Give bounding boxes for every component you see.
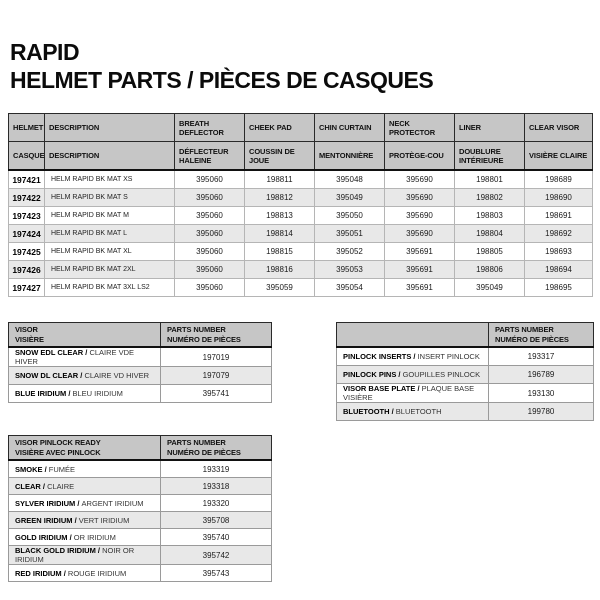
visor-label-cell: SNOW EDL CLEAR / CLAIRE VDE HIVER [9,347,161,367]
visor-label-cell: SNOW DL CLEAR / CLAIRE VD HIVER [9,367,161,385]
table-row [9,529,272,546]
description-cell: HELM RAPID BK MAT 2XL [45,261,175,279]
part-number-cell: 198694 [525,261,593,279]
part-number-cell: 198805 [455,243,525,261]
col-header-helmet: HELMET [9,114,45,142]
part-number-cell: 198815 [245,243,315,261]
parts-number-label-fr: NUMÉRO DE PIÈCES [167,447,241,457]
part-number-cell: 395048 [315,170,385,189]
helmet-code-cell: 197422 [9,189,45,207]
table-row [337,347,594,366]
table-row [9,512,272,529]
parts-number-label-fr: NUMÉRO DE PIÈCES [167,334,241,344]
visor-parts-number-header [161,323,272,348]
pinlock-title-header [9,436,161,461]
table-row [9,225,593,243]
part-number-cell: 198816 [245,261,315,279]
helmet-code-cell: 197425 [9,243,45,261]
pinlock-visor-label-cell: BLACK GOLD IRIDIUM / NOIR OR IRIDIUM [9,546,161,565]
part-number-cell: 395049 [315,189,385,207]
part-number-cell: 395743 [161,565,272,582]
pinlock-title-en: VISOR PINLOCK READY [15,438,101,447]
helmet-parts-table [8,113,593,297]
part-number-cell: 196789 [489,366,594,384]
col-header-cheek-pad: CHEEK PAD [245,114,315,142]
pinlock-header-row [9,436,272,461]
description-cell: HELM RAPID BK MAT XS [45,170,175,189]
accessory-label-cell: VISOR BASE PLATE / PLAQUE BASE VISIÈRE [337,384,489,403]
col-header-deflecteur-haleine: DÉFLECTEUR HALEINE [175,142,245,171]
part-number-cell: 395691 [385,261,455,279]
part-number-cell: 395050 [315,207,385,225]
table-row [9,279,593,297]
part-number-cell: 395740 [161,529,272,546]
col-header-liner: LINER [455,114,525,142]
pinlock-visor-label-cell: CLEAR / CLAIRE [9,478,161,495]
table-row [337,384,594,403]
part-number-cell: 198811 [245,170,315,189]
visor-table-body [9,347,272,403]
part-number-cell: 395060 [175,225,245,243]
accessory-label-cell: BLUETOOTH / BLUETOOTH [337,403,489,421]
visor-title-fr: VISIÈRE [15,334,44,344]
part-number-cell: 198801 [455,170,525,189]
part-number-cell: 198806 [455,261,525,279]
col-header-description-fr: DESCRIPTION [45,142,175,171]
pinlock-visor-label-cell: SMOKE / FUMÉE [9,460,161,478]
table-row [9,460,272,478]
part-number-cell: 197019 [161,347,272,367]
part-number-cell: 197079 [161,367,272,385]
helmet-code-cell: 197426 [9,261,45,279]
table-row [9,478,272,495]
col-header-protege-cou: PROTÈGE-COU [385,142,455,171]
part-number-cell: 395691 [385,279,455,297]
part-number-cell: 395060 [175,207,245,225]
col-header-breath-deflector: BREATH DEFLECTOR [175,114,245,142]
visor-label-cell: BLUE IRIDIUM / BLEU IRIDIUM [9,385,161,403]
part-number-cell: 198691 [525,207,593,225]
parts-number-label-en: PARTS NUMBER [495,325,554,334]
pinlock-visor-label-cell: SYLVER IRIDIUM / ARGENT IRIDIUM [9,495,161,512]
helmet-code-cell: 197421 [9,170,45,189]
part-number-cell: 198689 [525,170,593,189]
parts-number-label-fr: NUMÉRO DE PIÈCES [495,334,569,344]
visor-pinlock-ready-table [8,435,272,582]
part-number-cell: 198812 [245,189,315,207]
accessories-empty-header [337,323,489,348]
description-cell: HELM RAPID BK MAT 3XL LS2 [45,279,175,297]
part-number-cell: 193318 [161,478,272,495]
part-number-cell: 395052 [315,243,385,261]
table-row [9,367,272,385]
table-row [9,495,272,512]
description-cell: HELM RAPID BK MAT XL [45,243,175,261]
part-number-cell: 395691 [385,243,455,261]
part-number-cell: 199780 [489,403,594,421]
part-number-cell: 395049 [455,279,525,297]
helmet-parts-body [9,170,593,297]
description-cell: HELM RAPID BK MAT M [45,207,175,225]
col-header-chin-curtain: CHIN CURTAIN [315,114,385,142]
page-title [10,38,433,94]
table-row [337,403,594,421]
visor-table [8,322,272,403]
part-number-cell: 198693 [525,243,593,261]
part-number-cell: 193319 [161,460,272,478]
part-number-cell: 395051 [315,225,385,243]
part-number-cell: 395060 [175,261,245,279]
part-number-cell: 193320 [161,495,272,512]
accessories-parts-number-header [489,323,594,348]
page-title-model: RAPID [10,39,80,65]
visor-header-row [9,323,272,348]
parts-number-label-en: PARTS NUMBER [167,325,226,334]
accessory-label-cell: PINLOCK INSERTS / INSERT PINLOCK [337,347,489,366]
helmet-code-cell: 197427 [9,279,45,297]
visor-pinlock-ready-table-body [9,460,272,582]
part-number-cell: 395054 [315,279,385,297]
parts-number-label-en: PARTS NUMBER [167,438,226,447]
description-cell: HELM RAPID BK MAT L [45,225,175,243]
part-number-cell: 193130 [489,384,594,403]
table-row [9,347,272,367]
col-header-casque: CASQUE [9,142,45,171]
page-title-subtitle: HELMET PARTS / PIÈCES DE CASQUES [10,67,434,93]
col-header-mentonniere: MENTONNIÈRE [315,142,385,171]
part-number-cell: 395060 [175,279,245,297]
part-number-cell: 198804 [455,225,525,243]
col-header-neck-protector: NECK PROTECTOR [385,114,455,142]
part-number-cell: 395690 [385,170,455,189]
table-row [9,385,272,403]
helmet-parts-header [9,114,593,171]
part-number-cell: 395059 [245,279,315,297]
header-row-fr [9,142,593,171]
pinlock-visor-label-cell: RED IRIDIUM / ROUGE IRIDIUM [9,565,161,582]
part-number-cell: 395053 [315,261,385,279]
header-row-en [9,114,593,142]
table-row [9,565,272,582]
part-number-cell: 395741 [161,385,272,403]
col-header-description: DESCRIPTION [45,114,175,142]
col-header-clear-visor: CLEAR VISOR [525,114,593,142]
part-number-cell: 395690 [385,189,455,207]
part-number-cell: 395690 [385,207,455,225]
pinlock-title-fr: VISIÈRE AVEC PINLOCK [15,447,101,457]
part-number-cell: 198802 [455,189,525,207]
pinlock-visor-label-cell: GREEN IRIDIUM / VERT IRIDIUM [9,512,161,529]
table-row [9,170,593,189]
pinlock-parts-number-header [161,436,272,461]
col-header-doublure-interieure: DOUBLURE INTÉRIEURE [455,142,525,171]
part-number-cell: 395060 [175,243,245,261]
part-number-cell: 198690 [525,189,593,207]
part-number-cell: 198803 [455,207,525,225]
part-number-cell: 198692 [525,225,593,243]
description-cell: HELM RAPID BK MAT S [45,189,175,207]
col-header-visiere-claire: VISIÈRE CLAIRE [525,142,593,171]
part-number-cell: 198814 [245,225,315,243]
helmet-code-cell: 197423 [9,207,45,225]
table-row [9,261,593,279]
pinlock-visor-label-cell: GOLD IRIDIUM / OR IRIDIUM [9,529,161,546]
table-row [9,189,593,207]
accessories-header-row [337,323,594,348]
part-number-cell: 395060 [175,189,245,207]
part-number-cell: 395742 [161,546,272,565]
accessories-table-body [337,347,594,421]
part-number-cell: 395708 [161,512,272,529]
part-number-cell: 198695 [525,279,593,297]
accessory-label-cell: PINLOCK PINS / GOUPILLES PINLOCK [337,366,489,384]
table-row [337,366,594,384]
col-header-coussin-de-joue: COUSSIN DE JOUE [245,142,315,171]
table-row [9,546,272,565]
helmet-code-cell: 197424 [9,225,45,243]
accessories-table [336,322,594,421]
part-number-cell: 193317 [489,347,594,366]
visor-title-en: VISOR [15,325,38,334]
part-number-cell: 198813 [245,207,315,225]
table-row [9,243,593,261]
visor-title-header [9,323,161,348]
table-row [9,207,593,225]
part-number-cell: 395690 [385,225,455,243]
part-number-cell: 395060 [175,170,245,189]
